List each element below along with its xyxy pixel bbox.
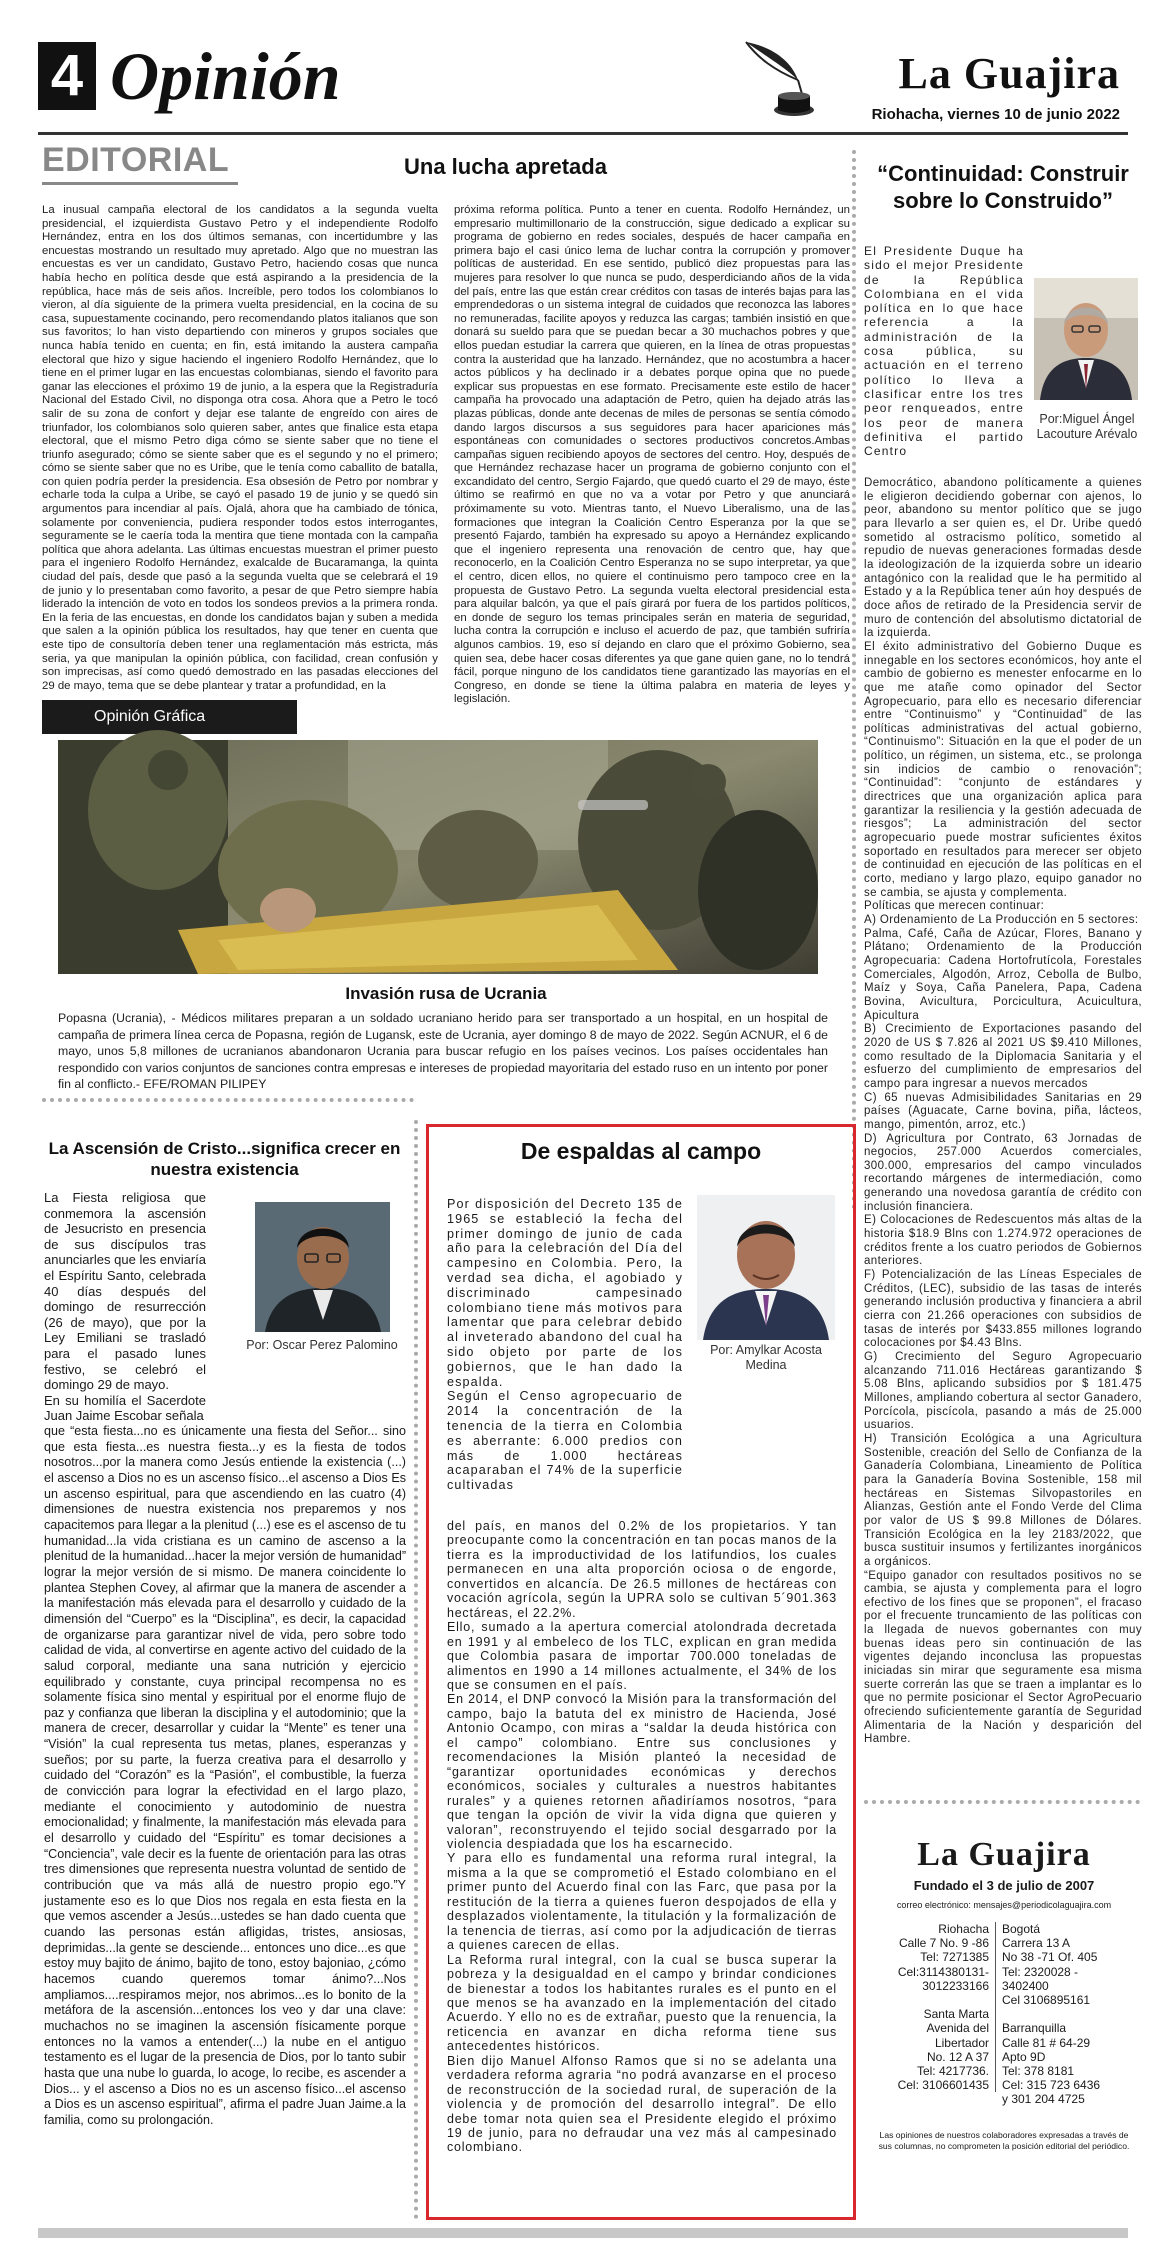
office-line: Tel: 378 8181 xyxy=(1002,2064,1075,2079)
masthead-offices-left xyxy=(872,1922,996,2092)
author-photo xyxy=(255,1202,390,1332)
opinion-grafica-label: Opinión Gráfica xyxy=(42,700,297,734)
office-line: 3402400 xyxy=(1002,1978,1049,1993)
campo-article xyxy=(426,1124,856,2220)
article-intro: El Presidente Duque ha sido el mejor Presidente de la República Colombiana en el vida política en lo que hace referencia a la administración de la cosa pública, su actuación en el terreno político lo lleva a clasificar entre los tres peor renqueados, entre los peor de manera definitiva el partido Centro xyxy=(864,244,1024,459)
editorial-label-underline xyxy=(42,182,238,185)
article-body: del país, en manos del 0.2% de los propietarios. Y tan preocupante como la concentración en tan pocas manos de la tierra es la improductividad de los latifundios, los cuales permanecen en una alta proporción ociosa o de engorde, convertidos en alcancía. De 26.5 millones de hectáreas con vocación agrícola, según la UPRA solo se cultivan 5´901.363 hectáreas, el 22.2%. Ello, sumado a la apertura comercial atolondrada decretada en 1991 y al embeleco de los TLC, explican en gran medida que Colombia pasara de importar 700.000 toneladas de alimentos en 1990 a 14 millones actualmente, el 34% de los que se consumen en el país. En 2014, el DNP convocó la Misión para la transformación del campo, bajo la batuta del ex ministro de Hacienda, José Antonio Ocampo, con miras a “saldar la deuda histórica con el campo” colombiano. Entre sus conclusiones y recomendaciones la Misión planteó la necesidad de “garantizar oportunidades económicas y derechos económicos, sociales y culturales a nuestros habitantes rurales” y a quienes retornen añadiríamos nosotros, “para que tengan la opción de vivir la vida digna que quieren y valoran”, reconstruyendo el tejido social desgarrado por la violencia despiadada que los ha escarnecido. Y para ello es fundamental una reforma rural integral, la misma a la que se comprometió el Estado colombiano en el primer punto del Acuerdo final con las Farc, que pasa por la restitución de la tierra a quienes fueron despojados de ella y desplazados violentamente, la titulación y la formalización de la tenencia de tierras, así como por la adjudicación de tierras a quienes carecen de ellas. La Reforma rural integral, con la cual se busca superar la pobreza y la desigualdad en el campo y brindar condiciones de bienestar a todos los habitantes rurales es el punto en el que menos se ha avanzado en la implementación del citado Acuerdo. Y ello no es de extrañar, puesto que la renuencia, la reticencia en avanzar en dicha reforma tiene sus antecedentes históricos. Bien dijo Manuel Alfonso Ramos que si no se adelanta una verdadera reforma agraria “no podrá avanzarse en el proceso de reconstrucción de la sociedad rural, de superación de la violencia y de promoción del desarrollo integral”. De ello debe tomar nota quien sea el Presidente elegido el próximo 19 de junio, para no defraudar una vez más al campesinado colombiano. xyxy=(447,1519,837,2155)
office-line: Apto 9D xyxy=(1002,2049,1046,2064)
office-line: Riohacha xyxy=(938,1922,989,1936)
header-rule xyxy=(38,132,1128,135)
editorial-column-1: La inusual campaña electoral de los candidatos a la segunda vuelta presidencial, el izquierdista Gustavo Petro y el independiente Rodolfo Hernández, entra en los dos últimos semanas, con incertidumbre y las encuestas mostrando un resultado muy apretado. Algo que no muestran las encuestas es ver un candidato, Gustavo Petro, haciendo cosas que nunca había hecho en política desde que está aspirando a la presidencia de la república, hace más de seis años. Increíble, pero todos los colombianos lo vieron, al día siguiente de la primera vuelta presidencial, en la cocina de su casa, supuestamente cocinando, pero recomendando platos italianos que son sus favoritos; lo han visto departiendo con mineros y grupos sociales que nunca había tenido en cuenta; en fin, está imitando la austera campaña electoral que hizo y sigue haciendo el ingeniero Rodolfo Hernández, que lo tiene en el primer lugar en las encuestas colombianas, siendo el favorito para ganar las elecciones el próximo 19 de junio, a la espera que la Registraduría Nacional del Estado Civil, no disponga otra cosa. Ahora que a Petro le tocó salir de su zona de confort y dejar ese talante de engreído con aires de triunfador, los colombianos solo quieren saber, antes que finalice esta etapa electoral, que el mismo Petro diga cómo se siente saber que no tiene el triunfo asegurado; cómo se siente saber que es el segundo y no el primero; cómo se siente saber que no es Uribe, que le tenía como caballito de batalla, con quien podría perder la presidencia. Esa obsesión de Petro por nombrar y echarle toda la culpa a Uribe, se cayó el pasado 19 de junio y se quedó sin argumentos para incendiar al país. Ojalá, ahora que ha cambiado de tónica, solamente por conveniencia, pudiera responder todos estos interrogantes, seguramente se le caería toda la mentira que tiene montada con la campaña política que ahora adelanta. Las últimas encuestas muestran el primer puesto para el ingeniero Rodolfo Hernández, exalcalde de Bucaramanga, la quinta ciudad del país, desde que pasó a la segunda vuelta que se celebrará el 19 de junio y lo presentaban como favorito, a pesar de que Petro siempre había liderado la intención de voto en todos los sondeos previos a la primera ronda. En la feria de las encuestas, en donde los candidatos bajan y suben a medida que salen a la opinión pública los resultados, hay que tener en cuenta que este tipo de consultoría deben tener una reglamentación más estricta, más seria, ya que manipulan la opinión pública, con facilidad, crean confusión y son imprecisas, así como quedó demostrado en las pasadas elecciones del 29 de mayo, tema que se debe plantear y tratar a profundidad, en la xyxy=(42,204,438,692)
article-body xyxy=(864,477,1142,1793)
office-line: Libertador xyxy=(934,2035,989,2050)
masthead-box xyxy=(872,1832,1136,2172)
office-line: Cel: 315 723 6436 xyxy=(1002,2078,1101,2093)
author-photo xyxy=(1034,278,1138,400)
office-line: Cel: 3106601435 xyxy=(897,2078,989,2093)
article-body: que “esta fiesta...no es únicamente una fiesta del Señor... sino que esta fiesta...es nuestra fiesta...y es la fiesta de todos nosotros...por la manera como Jesús entiende la existencia (...) el ascenso a Dios no es un ascenso físico...el ascenso a Dios Es un ascenso espiritual, para que ascendiendo en las cuatro (4) dimensiones de nuestra existencia nos preparemos y nos capacitemos para llegar a la plenitud (...) ese es el ascenso de tu humanidad...la vida cristiana es un camino de ascenso a la plenitud de la humanidad...hacer la mejor versión de humanidad” lograr la mejor versión de si mismo. De manera coincidente lo plantea Stephen Covey, al afirmar que la manera de ascender a la manifestación más elevada para el desarrollo y cuidado de la dimensión del “Cuerpo” es la “Disciplina”, es decir, la capacidad de organizarse para garantizar nivel de vida, pero sobre todo calidad de vida, al convertirse en agente activo del cuidado de la salud corporal, mediante una sana nutrición y ejercicio equilibrado y constante, cuya principal recompensa no es solamente física sino mental y espiritual por el enorme flujo de paz y confianza que liberan la disciplina y el autodominio; que la manera de crecer, desarrollar y cuidar la “Mente” es tener una “Visión” la cual representa tus metas, planes, esperanzas y sueños; por su parte, la fuerza creativa para el desarrollo y cuidado del “Corazón” es la “Pasión”, el combustible, la fuerza de convicción para lograr la efectividad en el largo plazo, mediante el conocimiento y autodominio de nuestra emocionalidad; y finalmente, la manifestación más elevada para el desarrollo y cuidado del “Espíritu” es tomar decisiones a “Conciencia”, vale decir es la fuente de orientación para las otras tres dimensiones que representa nuestra voluntad de sentido de contribución que va más allá de nuestro propio ego.”Y justamente eso es lo que Dios nos regala en esta fiesta en la que vemos ascender a Jesús...ustedes se han dado cuenta que cuando las personas están afligidas, tristes, ansiosas, deprimidas...la gente se desciende... entonces uno dice...es que estoy muy bajito de ánimo, bajito de tono, estoy bajoniao, ¿cómo hacemos cuando queremos tomar ánimo?...Nos ampliamos....respiramos mejor, nos abrimos...es lo bonito de la metáfora de la ascensión...entonces los veo y dar una clave: muchachos no se imaginen la ascensión físicamente porque entonces no la vamos a entender(...) la nube en el antiguo testamento es el lugar de la presencia de Dios, por lo tanto subir hasta que una nube lo guarda, lo acoge, lo recibe, es ascender a Dios... y el ascenso a Dios no es un ascenso físico...el ascenso a Dios es un ascenso espiritual”, afirma el padre Juan Jaime.a la familia, como su prolongación. xyxy=(44,1424,406,2127)
office-line: No. 12 A 37 xyxy=(926,2049,989,2064)
author-byline: Por: Oscar Perez Palomino xyxy=(246,1338,398,1352)
masthead-founded: Fundado el 3 de julio de 2007 xyxy=(913,1878,1095,1893)
dateline: Riohacha, viernes 10 de junio 2022 xyxy=(871,106,1120,123)
office-line: 3012233166 xyxy=(922,1978,989,1993)
office-line xyxy=(1002,2007,1136,2021)
office-line: Calle 81 # 64-29 xyxy=(1002,2035,1091,2050)
office-line: Carrera 13 A xyxy=(1002,1936,1071,1951)
office-line: No 38 -71 Of. 405 xyxy=(1002,1950,1098,1965)
page-number: 4 xyxy=(38,42,96,110)
column-separator xyxy=(852,150,856,1210)
author-byline: Por:Miguel Ángel Lacouture Arévalo xyxy=(1036,412,1138,441)
editorial-title: Una lucha apretada xyxy=(404,154,607,179)
column-separator-lower xyxy=(414,1120,418,2220)
office-line: Tel: 7271385 xyxy=(920,1950,989,1965)
photo-caption-title: Invasión rusa de Ucrania xyxy=(345,984,547,1003)
office-line: Cel:3114380131- xyxy=(897,1964,989,1979)
page-header xyxy=(38,36,1128,128)
masthead-email[interactable]: correo electrónico: mensajes@periodicolaguajira.com xyxy=(896,1900,1112,1910)
newspaper-brand: La Guajira xyxy=(898,49,1120,98)
office-line: y 301 204 4725 xyxy=(1002,2092,1085,2107)
footer-rule xyxy=(38,2228,1128,2238)
quill-inkwell-icon xyxy=(728,36,828,124)
editorial-column-2: próxima reforma política. Punto a tener en cuenta. Rodolfo Hernández, un empresario multimillonario de la construcción, sigue dedicado a explicar su programa de gobierno en redes sociales, después de hacer campaña en primera bajo el casi único lema de luchar contra la corrupción y promover políticas de austeridad. En ese sentido, publicó diez propuestas para las mujeres para resolver lo que nunca se pudo, desperdiciando años de la vida del país, entre las que están crear créditos con tasas de interés bajas para las emprendedoras o un sistema integral de cuidados que reconozca las labores no remuneradas, facilite apoyos y reduzca las cargas; también insistió en que donará su sueldo para que se puedan becar a 30 muchachos pobres y que ellos puedan estudiar la carrera que quieren, en la línea de otras propuestas contra la austeridad que ha lanzado. Hernández, que no acostumbra a hacer actos públicos y ha declinado ir a debates porque opina que no puede explicar sus propuestas en ese formato. Precisamente este estilo de hacer campaña ha provocado una adaptación de Petro, quien ha dejado atrás las plazas públicas, donde ante decenas de miles de personas se sentía cómodo dando largos discursos a sus seguidores para hacer apariciones más espontáneas con comunidades o sectores productivos concretos.Ambas campañas siguen recibiendo apoyos de sectores del centro. Hoy, después de que Hernández rechazase hacer un programa de gobierno conjunto con el excandidato del centro, Sergio Fajardo, que quedó cuarto el 29 de mayo, éste último se reafirmó en que no va a votar por Petro y que anunciará próximamente su voto. Mientras tanto, el Nuevo Liberalismo, una de las formaciones que integran la Coalición Centro Esperanza por la que se presentó Fajardo, también ha expresado su apoyo a Hernández explicando que el ingeniero representa una renovación de centro que, hay que reconocerlo, en la Coalición Centro Esperanza no se supo interpretar, ya que el centro, dicen ellos, no quiere el continuismo pero tampoco cree en la propuesta de Gustavo Petro. La segunda vuelta electoral presidencial esta para alquilar balcón, ya que el país girará por fuera de los partidos políticos, en donde de seguro los temas principales serán en materia de seguridad, lucha contra la corrupción e incluso el acuerdo de paz, que también sufriría algunos cambios. 19, eso sí dejando en claro que el próximo Gobierno, sea quien sea, debe hacer cosas diferentes ya que gane quien gane, no lo tendrá fácil, porque ninguno de los candidatos tiene garantizado las mayorías en el Congreso, en donde se tiene la última palabra en materia de leyes y legislación. xyxy=(454,204,850,706)
war-medics-photo xyxy=(58,740,818,974)
continuidad-article xyxy=(864,150,1142,1790)
author-byline: Por: Amylkar Acosta Medina xyxy=(710,1343,822,1372)
article-title: “Continuidad: Construir sobre lo Construido” xyxy=(877,161,1129,213)
office-line: Tel: 2320028 - xyxy=(1002,1964,1079,1979)
office-line: Cel 3106895161 xyxy=(1002,1993,1091,2008)
office-line: Barranquilla xyxy=(1002,2021,1067,2036)
masthead-brand: La Guajira xyxy=(917,1836,1091,1873)
office-line: Santa Marta xyxy=(923,2007,989,2022)
editorial-label: EDITORIAL xyxy=(42,141,230,179)
editorial-article xyxy=(42,140,850,706)
office-line: Bogotá xyxy=(1002,1922,1041,1936)
row-separator xyxy=(42,1098,414,1102)
masthead-offices-right xyxy=(1002,1922,1136,2107)
ascension-article xyxy=(42,1138,407,2188)
photo-caption: Popasna (Ucrania), - Médicos militares preparan a un soldado ucraniano herido para ser transportado a un hospital, en un hospital de campaña de primera línea cerca de Popasna, región de Lugansk, este de Ucrania, ayer domingo 8 de mayo de 2022. Según ACNUR, el 6 de mayo, unos 5,8 millones de ucranianos abandonaron Ucrania para buscar refugio en los países vecinos. Los países occidentales han respondido con varios conjuntos de sanciones contra empresas e intereses de propiedad mayoritaria del estado ruso en un intento por poner fin al conflicto.- EFE/ROMAN PILIPEY xyxy=(58,1011,828,1091)
section-title: Opinión xyxy=(110,38,341,114)
article-body-text: Democrático, abandono políticamente a quienes le eligieron decidiendo gobernar con ajenos, lo peor, abandono su mentor político que se jugo para llevarlo a ser quien es, el Dr. Uribe quedó sometido al ostracismo político, sometido al repudio de nuevas generaciones formadas desde la ideologización de la izquierda sobre un ideario antagónico con la realidad que le ha permitido al Estado y a la República tener aún hoy después de doce años de retirado de la Presidencia servir de muro de contención del absolutismo dictatorial de la izquierda. El éxito administrativo del Gobierno Duque es innegable en los sectores económicos, hoy ante el cambio de gobierno es menester enfocarme en lo que me atañe como opinador del Sector Agropecuario, para ello es necesario diferenciar entre “Continuismo” y “Continuidad” de las políticas administrativas del actual gobierno, “Continuismo”: Situación en la que el poder de un político, un régimen, un sistema, etc., se prolonga sin indicios de cambio o renovación”; “Continuidad”: “conjunto de estándares y directrices que una organización aplica para garantizar la resiliencia y la gestión adecuada de riesgos”; La administración del sector agropecuario puede mostrar suficientes éxitos soportado en resultados para merecer ser objeto de continuidad en ejecución de las políticas en el corto, mediano y largo plazo, equipo ganador no se cambia, se ajusta y complementa. Políticas que merecen continuar: A) Ordenamiento de La Producción en 5 sectores: Palma, Café, Caña de Azúcar, Flores, Banano y Plátano; Ordenamiento de la Producción Agropecuaria: Cadena Hortofrutícola, Forestales Comerciales, Algodón, Arroz, Cebolla de Bulbo, Maíz y Soya, Caña Panelera, Papa, Cadena Bovina, Avicultura, Porcicultura, Acuicultura, Apicultura B) Crecimiento de Exportaciones pasando del 2020 de US $ 7.826 al 2021 US $9.410 Millones, como resultado de la Diplomacia Sanitaria y el esfuerzo del cumplimiento de empresarios del campo para ingresar a nuevos mercados C) 65 nuevas Admisibilidades Sanitarias en 29 países (Aguacate, Carne bovina, piña, lácteos, mango, pimentón, arroz, etc.) D) Agricultura por Contrato, 63 Jornadas de negocios, 257.000 Acuerdos comerciales, 300.000, empresarios del campo vinculados recortando márgenes de intermediación, como generando una novedosa garantía de crédito con inclusión financiera. E) Colocaciones de Redescuentos más altas de la historia $18.9 Blns con 1.274.972 operaciones de créditos frente a los cuatro periodos de Gobiernos anteriores. F) Potencialización de las Líneas Especiales de Créditos, (LEC), subsidio de las tasas de interés generando inclusión productiva y financiera a abril cierra con 21.266 operaciones con subsidios de tasas de interés por $433.855 millones logrando colocaciones por $4.43 Blns. G) Crecimiento del Seguro Agropecuario alcanzando 711.016 Hectáreas garantizando $ 5.08 Blns, aplicando subsidios por $ 181.475 Millones, ampliando cobertura al sector Ganadero, Porcícola, piscícola, pasando a más de 25.000 usuarios. H) Transición Ecológica a una Agricultura Sostenible, creación del Sello de Confianza de la Ganadería Colombiana, Lineamiento de Política para la Ganadería Bovina Sostenible, 158 mil hectáreas en Sistemas Silvopastoriles en Alianzas, Gestión ante el Fondo Verde del Clima por valor de US $ 99.8 Millones de Dólares. Transición Ecológica en la ley 2183/2022, que busca sustituir insumos y fertilizantes inorgánicos a orgánicos. “Equipo ganador con resultados positivos no se cambia, se ajusta y complementa para el logro efectivo de los fines que se proponen”, el fracaso por el frecuente truncamiento de las políticas con la llegada de nuevos gobernantes con muy buenas ideas pero sin continuación de las vigentes dejando inconclusa las propuestas iniciadas sin mirar que seguramente esa misma suerte correrán las que se traen a implantar es lo que no permite posicionar el Sector AgroPecuario ofreciendo suficientemente garantía de Seguridad Alimentaria de la Nación y desparición del Hambre. xyxy=(864,477,1142,1746)
office-line: Avenida del xyxy=(926,2021,989,2036)
office-line xyxy=(872,1993,989,2007)
row-separator-right xyxy=(864,1800,1140,1804)
office-line: Tel: 4217736. xyxy=(916,2064,989,2079)
masthead-disclaimer: Las opiniones de nuestros colaboradores expresadas a través de sus columnas, no comprometen la posición editorial del periódico. xyxy=(878,2130,1130,2151)
article-title: La Ascensión de Cristo...significa crecer en nuestra existencia xyxy=(48,1139,401,1179)
article-intro: Por disposición del Decreto 135 de 1965 se estableció la fecha del primer domingo de junio de cada año para la celebración del Día del campesino en Colombia. Pero, la verdad sea dicha, el agobiado y discriminado campesinado colombiano tiene más motivos para lamentar que para celebrar debido al inveterado abandono del cual ha sido objeto por parte de los gobiernos, que le han dado la espalda. Según el Censo agropecuario de 2014 la concentración de la tenencia de la tierra en Colombia es aberrante: 6.000 predios con más de 1.000 hectáreas acaparaban el 74% de la superficie cultivadas xyxy=(447,1197,683,1493)
office-line: Calle 7 No. 9 -86 xyxy=(898,1936,989,1951)
article-intro: La Fiesta religiosa que conmemora la ascensión de Jesucristo en presencia de sus discípulos tras anunciarles que les enviaría el Espíritu Santo, celebrada 40 días después del domingo de resurrección (26 de mayo), que por la Ley Emiliani se trasladó para el pasado lunes festivo, se celebró el domingo 29 de mayo. En su homilía el Sacerdote Juan Jaime Escobar señala xyxy=(44,1190,206,1424)
author-photo xyxy=(697,1195,835,1340)
article-title: De espaldas al campo xyxy=(520,1138,762,1164)
